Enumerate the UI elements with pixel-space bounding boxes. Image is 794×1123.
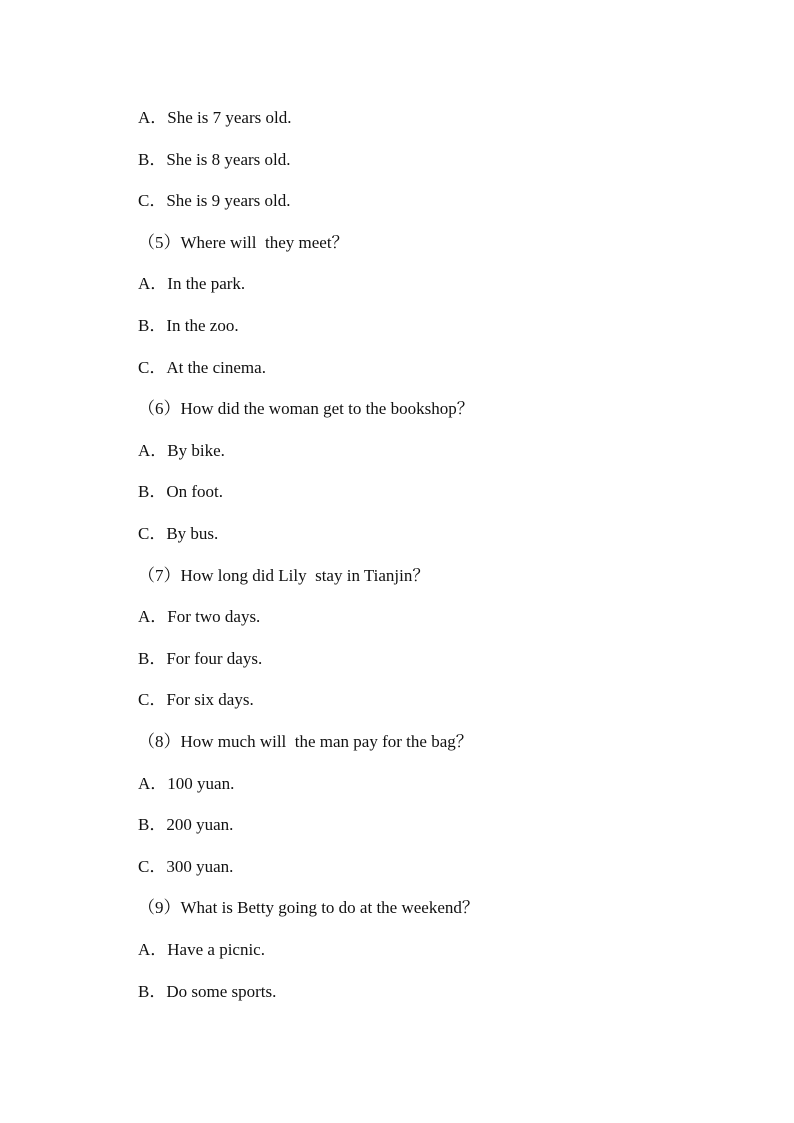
answer-option: C．For six days. <box>138 690 254 709</box>
answer-option: B．200 yuan. <box>138 815 234 834</box>
answer-option: C．At the cinema. <box>138 358 266 377</box>
answer-option: B．She is 8 years old. <box>138 150 291 169</box>
answer-option: B．On foot. <box>138 482 223 501</box>
answer-option: C．300 yuan. <box>138 857 234 876</box>
question-text: （8）How much will the man pay for the bag？ <box>138 732 473 751</box>
question-text: （9）What is Betty going to do at the weekend？ <box>138 898 479 917</box>
question-text: （7）How long did Lily stay in Tianjin？ <box>138 566 430 585</box>
answer-option: C．She is 9 years old. <box>138 191 291 210</box>
answer-option: B．For four days. <box>138 649 263 668</box>
answer-option: B．Do some sports. <box>138 982 277 1001</box>
answer-option: C．By bus. <box>138 524 219 543</box>
answer-option: A．In the park. <box>138 274 246 293</box>
answer-option: A．100 yuan. <box>138 774 235 793</box>
question-text: （5）Where will they meet？ <box>138 233 349 252</box>
answer-option: A．She is 7 years old. <box>138 108 292 127</box>
question-text: （6）How did the woman get to the bookshop？ <box>138 399 474 418</box>
answer-option: A．For two days. <box>138 607 261 626</box>
answer-option: A．Have a picnic. <box>138 940 265 959</box>
answer-option: A．By bike. <box>138 441 225 460</box>
answer-option: B．In the zoo. <box>138 316 239 335</box>
